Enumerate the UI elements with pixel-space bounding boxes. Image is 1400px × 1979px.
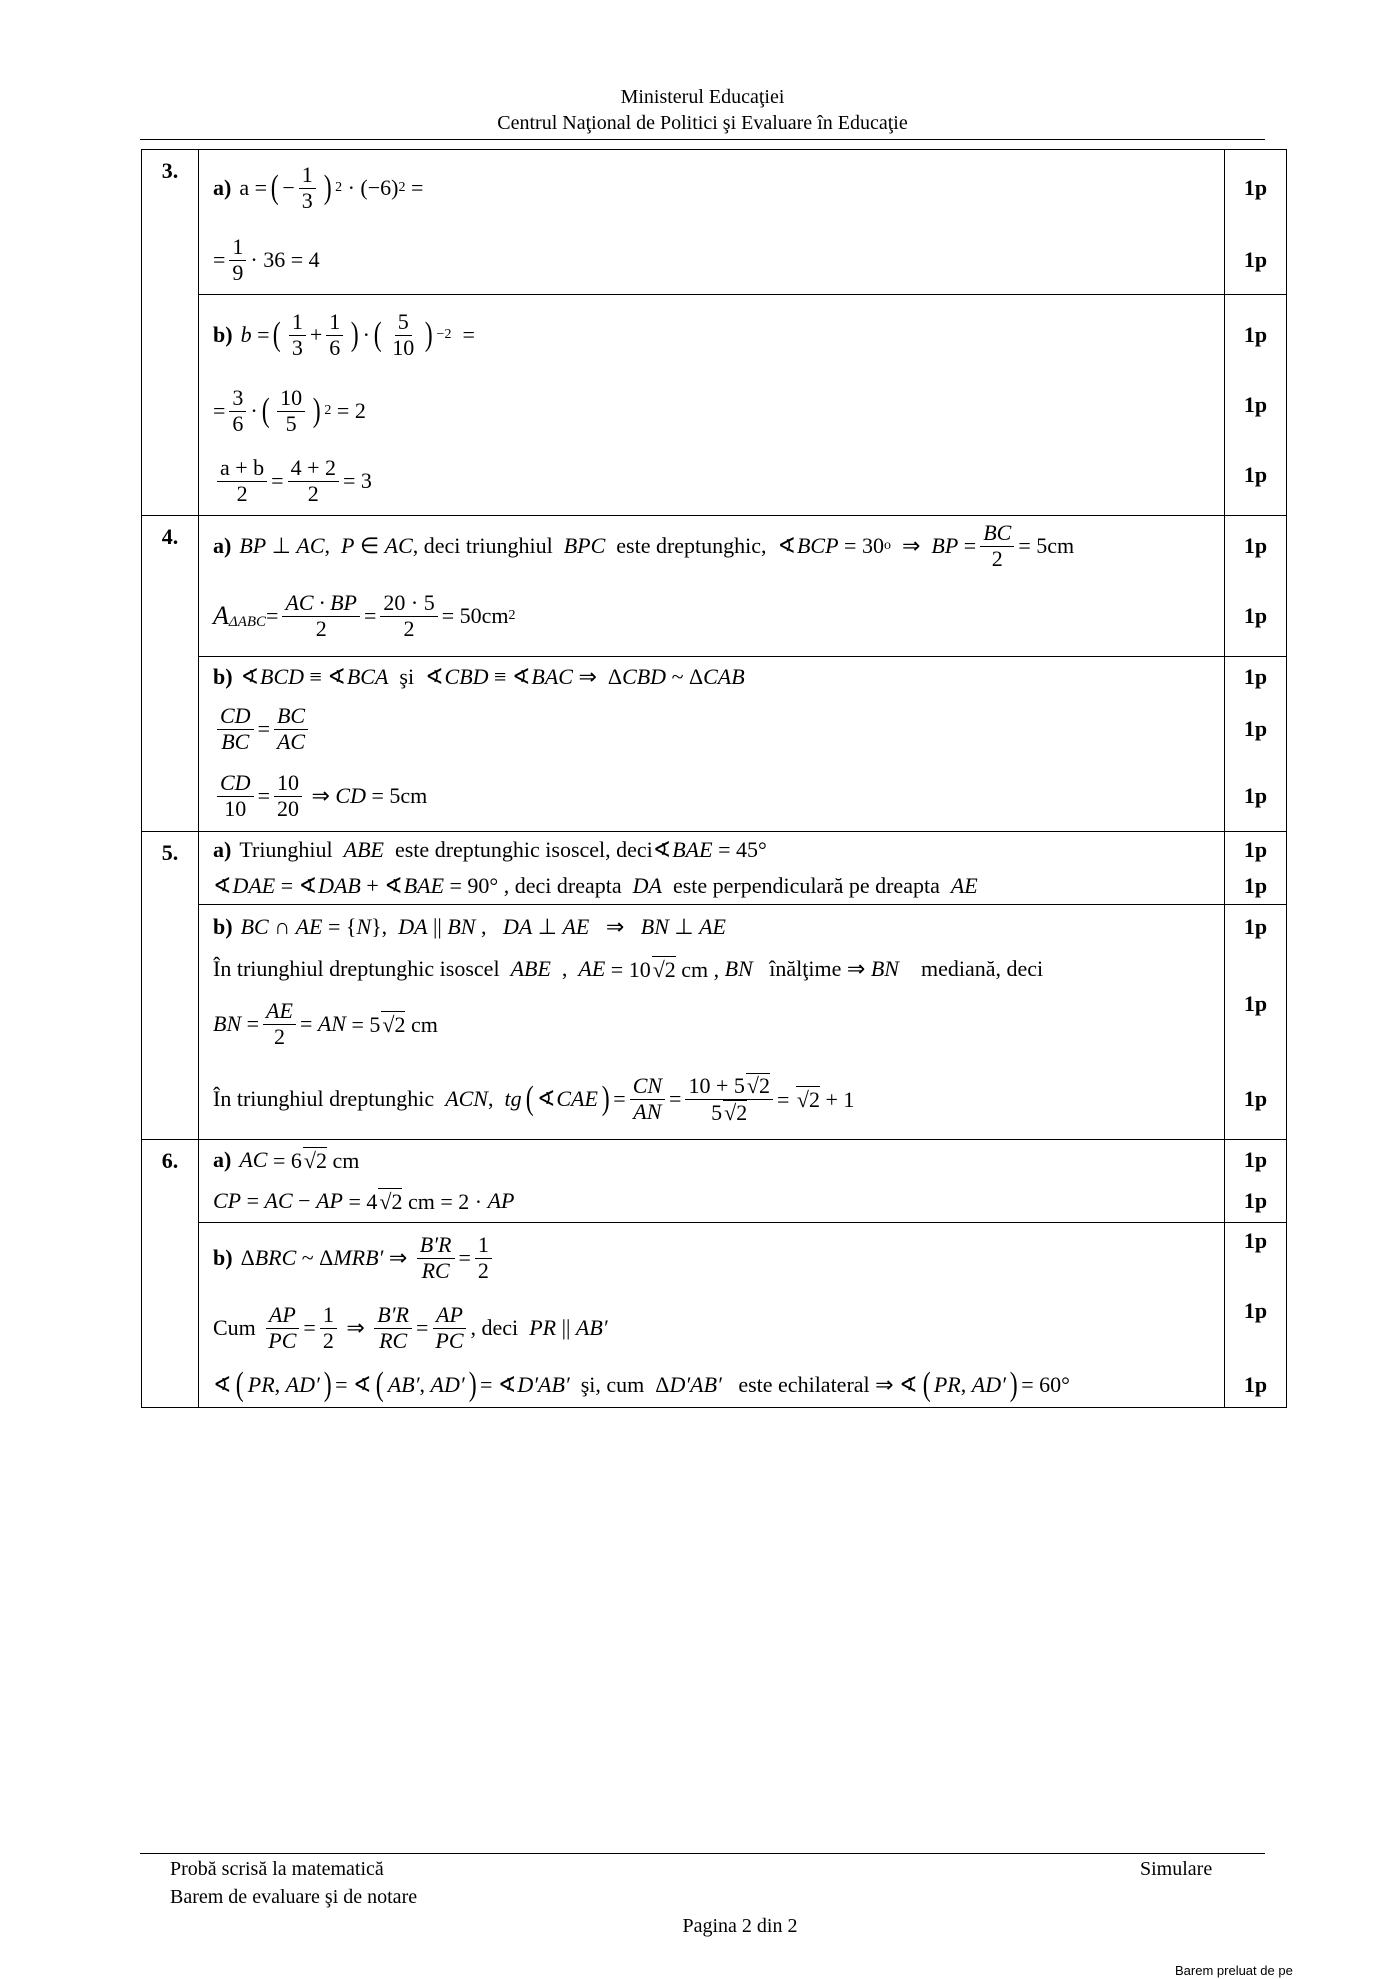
problem-5-b-solution [199, 905, 1225, 1140]
problem-6-a-solution [199, 1140, 1225, 1223]
solution-line: În triunghiul dreptunghic ACN , tg ( ∢ CAE ) = $\frac{CN}{AN}$ = $\frac{10 + 5√2}{5√2}$ = √2 + 1 [213, 1073, 855, 1125]
points-cell: 1p 1p [1225, 1140, 1287, 1223]
solution-line: b) Δ BRC ~ Δ MRB′ ⇒ $\frac{B'R}{RC}$ = $\frac{1}{2}$ [199, 1223, 1224, 1293]
problem-4-a-solution [199, 516, 1225, 657]
problem-number: 4. [142, 516, 199, 832]
source-note: Barem preluat de pe [1175, 1963, 1293, 1978]
problem-6-a-row [142, 1140, 1287, 1223]
solution-line: A ΔABC = $\frac{AC \cdot BP}{2}$ = $\frac{20 \cdot 5}{2}$ = 50cm 2 [213, 590, 516, 641]
problem-5-b-row [142, 905, 1287, 1140]
solution-line: ∢ ( PR , AD′ ) = ∢ ( AB′ , AD′ ) = ∢ D′AB′ şi, cum Δ D′AB′ este echilateral ⇒ ∢ ( PR , AD′ ) = 60° [213, 1366, 1070, 1403]
header-center: Centrul Naţional de Politici şi Evaluare în Educaţie [497, 112, 908, 134]
solution-line: a) BP ⊥ AC , P ∈ AC , deci triunghiul BPC este dreptunghic, ∢ BCP = 30 o ⇒ BP = $\frac{BC}{2}$ = 5cm [213, 520, 1075, 571]
solution-line: BN = $\frac{AE}{2}$ = AN = 5√2 cm [213, 998, 438, 1049]
scoring-table [141, 149, 1287, 1408]
footer-exam-title: Probă scrisă la matematică [170, 1858, 384, 1880]
footer-barem-title: Barem de evaluare şi de notare [170, 1886, 418, 1908]
header-rule [140, 139, 1265, 140]
points-cell: 1p 1p 1p [1225, 1223, 1287, 1408]
solution-line: = $\frac{3}{6}$ · ( 10 5 ) 2 = 2 [213, 385, 366, 436]
problem-number: 5. [142, 832, 199, 1140]
solution-line: CP = AC − AP = 4√2 cm = 2 · AP [213, 1188, 515, 1214]
problem-3-a-solution [199, 150, 1225, 295]
points-cell: 1p 1p [1225, 150, 1287, 295]
problem-3-a-row [142, 150, 1287, 295]
problem-3-b-row [142, 295, 1287, 516]
problem-number: 3. [142, 150, 199, 516]
points-cell: 1p 1p 1p [1225, 905, 1287, 1140]
solution-line: a) Triunghiul ABE este dreptunghic isoscel, deci ∢ BAE = 45° [213, 837, 767, 862]
page-number: Pagina 2 din 2 [682, 1915, 798, 1937]
problem-5-a-solution [199, 832, 1225, 905]
points-cell: 1p 1p 1p [1225, 657, 1287, 832]
problem-4-b-solution [199, 657, 1225, 832]
problem-4-b-row [142, 657, 1287, 832]
problem-4-a-row [142, 516, 1287, 657]
solution-line: a) a = ( − $\frac{1}{3}$ ) 2 · (−6) 2 = [213, 162, 424, 213]
solution-line: b) BC ∩ AE = { N }, DA || BN , DA ⊥ AE ⇒ BN ⊥ AE [213, 914, 726, 939]
header-ministry: Ministerul Educaţiei [620, 86, 785, 108]
solution-line: ∢ DAE = ∢ DAB + ∢ BAE = 90° , deci dreapta DA este perpendiculară pe dreapta AE [213, 873, 978, 898]
solution-line: a) AC = 6√2 cm [213, 1147, 360, 1173]
solution-line: $\frac{CD}{BC}$ = $\frac{BC}{AC}$ [199, 697, 1224, 761]
footer-session: Simulare [1140, 1858, 1213, 1880]
solution-line: b) ∢ BCD ≡ ∢ BCA şi ∢ CBD ≡ ∢ BAC ⇒ Δ CBD ~ Δ CAB [213, 664, 745, 689]
solution-line: b) b = ( 1 3 + $\frac{1}{6}$ ) · ( 5 10 ) −2 = [213, 309, 475, 360]
solution-line: În triunghiul dreptunghic isoscel ABE , AE = 10√2 cm , BN înălţime ⇒ BN mediană, deci [213, 956, 1044, 982]
solution-line: $\frac{a + b}{2}$ = $\frac{4 + 2}{2}$ = 3 [199, 447, 1224, 515]
solution-line: $\frac{CD}{10}$ = $\frac{10}{20}$ ⇒ CD = 5cm [199, 761, 1224, 831]
problem-number: 6. [142, 1140, 199, 1408]
footer-rule [140, 1853, 1265, 1854]
solution-line: Cum $\frac{AP}{PC}$ = $\frac{1}{2}$ ⇒ $\frac{B'R}{RC}$ = $\frac{AP}{PC}$ , deci PR || AB′ [213, 1302, 608, 1353]
problem-6-b-solution [199, 1223, 1225, 1408]
points-cell: 1p 1p [1225, 832, 1287, 905]
solution-line: = $\frac{1}{9}$ · 36 = 4 [213, 234, 320, 285]
problem-6-b-row [142, 1223, 1287, 1408]
problem-3-b-solution [199, 295, 1225, 516]
problem-5-a-row [142, 832, 1287, 905]
points-cell: 1p 1p 1p [1225, 295, 1287, 516]
points-cell: 1p 1p [1225, 516, 1287, 657]
